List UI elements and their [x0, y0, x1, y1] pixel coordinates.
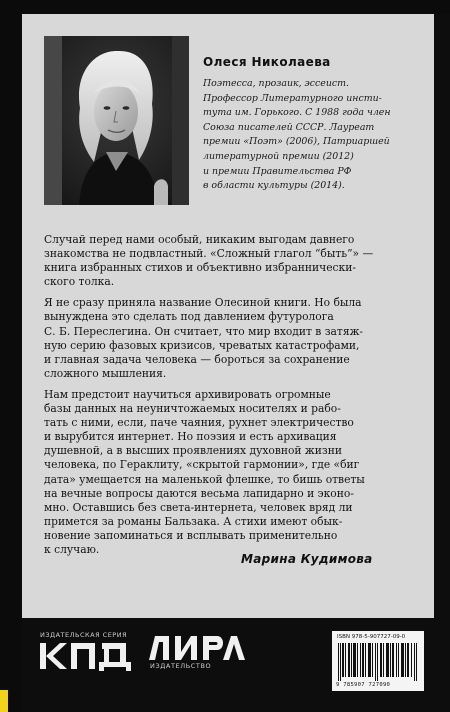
- review-signature: Марина Кудимова: [241, 552, 373, 566]
- text-line: сложного мышления.: [44, 366, 167, 380]
- left-border: [0, 0, 22, 712]
- author-name: Олеся Николаева: [203, 55, 331, 69]
- text-line: и главная задача человека — бороться за сохранение: [44, 352, 350, 366]
- author-bio: [203, 77, 398, 194]
- author-portrait-image: [44, 36, 189, 205]
- text-line: ную серию фазовых кризисов, чреватых катастрофами,: [44, 338, 360, 352]
- bio-line: Поэтесса, прозаик, эссеист.: [203, 78, 349, 89]
- bio-line: Профессор Литературного инсти-: [203, 92, 382, 104]
- text-line: Нам предстоит научиться архивировать огромные: [44, 387, 331, 401]
- bio-line: тута им. Горького. С 1988 года член: [203, 107, 391, 119]
- text-line: Я не сразу приняла название Олесиной книги. Но была: [44, 296, 362, 310]
- lira-logo-icon: [147, 634, 245, 662]
- text-line: новение запоминаться и всплывать применительно: [44, 528, 338, 542]
- text-line: книга избранных стихов и объективно избраннически-: [44, 261, 356, 275]
- barcode-number: 9 785907 727090: [336, 682, 391, 688]
- text-line: мно. Оставшись без света-интернета, человек вряд ли: [44, 500, 353, 514]
- text-line: к случаю.: [44, 542, 100, 556]
- text-line: Случай перед нами особый, никаким выгодам давнего: [44, 233, 355, 246]
- bio-line: премии «Поэт» (2006), Патриаршей: [203, 136, 390, 148]
- publisher-sub: ИЗДАТЕЛЬСТВО: [150, 662, 212, 670]
- text-line: примется за романы Бальзака. А стихи имеют обык-: [44, 514, 343, 528]
- text-line: ского толка.: [44, 275, 115, 289]
- barcode: [332, 631, 424, 691]
- yellow-accent: [0, 690, 8, 712]
- text-line: на вечные вопросы даются весьма лапидарно и эконо-: [44, 486, 354, 500]
- text-line: дата» умещается на маленькой флешке, то бишь ответы: [44, 472, 365, 486]
- bio-line: литературной премии (2012): [203, 150, 354, 162]
- text-line: С. Б. Переслегина. Он считает, что мир входит в затяж-: [44, 324, 364, 338]
- isbn-text: ISBN 978-5-907727-09-0: [337, 634, 406, 640]
- review-paragraph: [44, 388, 408, 557]
- review-text: [44, 233, 408, 564]
- text-line: человека, по Гераклиту, «скрытой гармонии», где «биг: [44, 458, 360, 472]
- review-paragraph: [44, 233, 408, 289]
- bio-line: в области культуры (2014).: [203, 180, 345, 192]
- text-line: вынуждена это сделать под давлением футуролога: [44, 310, 334, 324]
- review-paragraph: [44, 296, 408, 381]
- text-line: тать с ними, если, паче чаяния, рухнет электричество: [44, 416, 354, 430]
- text-line: знакомства не подвластный. «Сложный глагол “быть”» —: [44, 247, 374, 261]
- series-label: ИЗДАТЕЛЬСКАЯ СЕРИЯ: [40, 631, 128, 639]
- kpd-logo-icon: [40, 641, 132, 671]
- author-photo: [44, 36, 189, 205]
- text-line: базы данных на неуничтожаемых носителях и рабо-: [44, 402, 341, 416]
- top-border: [0, 0, 450, 14]
- bio-line: Союза писателей СССР. Лауреат: [203, 121, 375, 133]
- series-logo: [40, 641, 132, 675]
- bio-line: и премии Правительства РФ: [203, 165, 352, 177]
- barcode-bars-icon: [337, 643, 419, 681]
- text-line: и вырубится интернет. Но поэзия и есть архивация: [44, 430, 337, 444]
- text-line: душевной, а в высших проявлениях духовной жизни: [44, 444, 342, 458]
